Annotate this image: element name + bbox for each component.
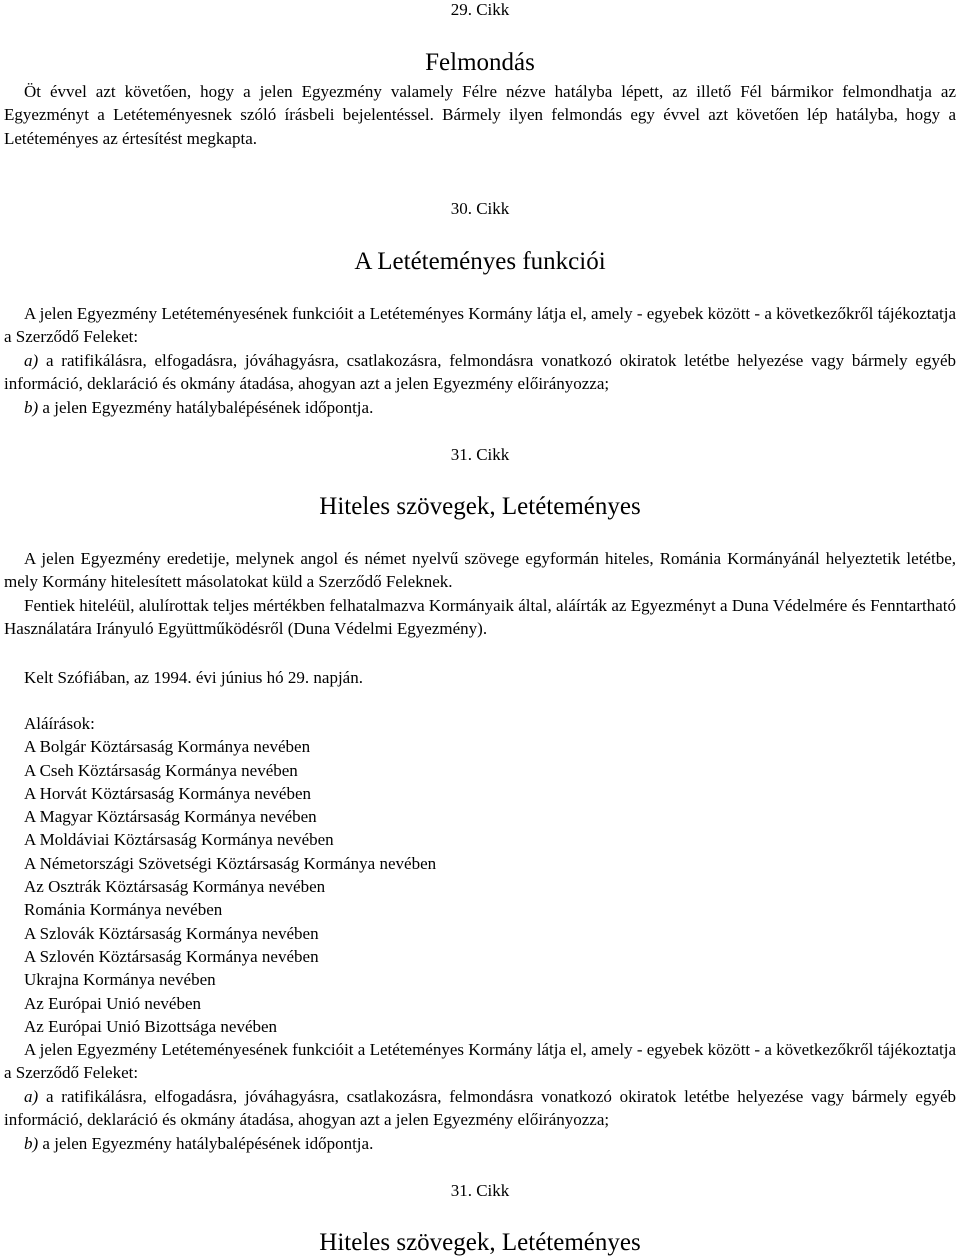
signature-line: Az Európai Unió nevében — [24, 993, 202, 1013]
signature-line: Az Európai Unió Bizottsága nevében — [24, 1016, 278, 1036]
item-a-label: a) — [24, 351, 39, 370]
repeat-article-title: Hiteles szövegek, Letéteményes — [319, 1229, 641, 1256]
signature-line: A Szlovák Köztársaság Kormánya nevében — [24, 923, 319, 943]
signature-line: Ukrajna Kormánya nevében — [24, 970, 216, 990]
article-30-intro: A jelen Egyezmény Letéteményesének funkcióit a Letéteményes Kormány látja el, amely - egyebek között - a következőkről tájékoztatja a Szerződő Feleket: — [4, 304, 956, 347]
article-31-number: 31. Cikk — [450, 445, 510, 464]
article-30-title: A Letéteményes funkciói — [354, 248, 606, 275]
item-a-text: a ratifikálásra, elfogadásra, jóváhagyásra, csatlakozásra, felmondásra vonatkozó okiratok letétbe helyezése vagy bármely egyéb információ, deklaráció és okmány átadása, ahogyan azt a jelen Egyezmény előirányozza; — [4, 351, 956, 394]
article-29-title: Felmondás — [425, 49, 535, 76]
repeat-item-b-label: b) — [24, 1134, 39, 1153]
item-b-label: b) — [24, 398, 39, 417]
signature-list — [4, 712, 956, 1038]
signature-line: Románia Kormánya nevében — [24, 900, 223, 920]
article-31-paragraph-2: Fentiek hiteléül, alulírottak teljes mértékben felhatalmazva Kormányaik által, aláírták az Egyezményt a Duna Védelmére és Fenntartható Használatára Irányuló Együttműködésről (Duna Védelmi Egyezmény). — [4, 596, 956, 639]
signature-line: Az Osztrák Köztársaság Kormánya nevében — [24, 877, 326, 897]
article-31-paragraph-1: A jelen Egyezmény eredetije, melynek angol és német nyelvű szövege egyformán hiteles, Románia Kormányánál helyeztetik letétbe, mely Kormány hitelesített másolatokat küld a Szerződő Feleknek. — [4, 549, 956, 592]
signature-line: A Németországi Szövetségi Köztársaság Kormánya nevében — [24, 853, 437, 873]
article-30-item-b — [4, 396, 956, 419]
signature-line: A Horvát Köztársaság Kormánya nevében — [24, 783, 312, 803]
repeat-intro: A jelen Egyezmény Letéteményesének funkcióit a Letéteményes Kormány látja el, amely - egyebek között - a következőkről tájékoztatja a Szerződő Feleket: — [4, 1040, 956, 1083]
repeat-item-a-text: a ratifikálásra, elfogadásra, jóváhagyásra, csatlakozásra, felmondásra vonatkozó okiratok letétbe helyezése vagy bármely egyéb információ, deklaráció és okmány átadása, ahogyan azt a jelen Egyezmény előirányozza; — [4, 1087, 956, 1130]
repeat-item-a — [4, 1085, 956, 1132]
signature-line: A Cseh Köztársaság Kormánya nevében — [24, 760, 298, 780]
repeat-item-a-label: a) — [24, 1087, 39, 1106]
signature-line: A Bolgár Köztársaság Kormánya nevében — [24, 737, 311, 757]
signatures-heading: Aláírások: — [24, 714, 95, 733]
article-30-number: 30. Cikk — [450, 199, 510, 218]
signature-line: A Moldáviai Köztársaság Kormánya nevében — [24, 830, 334, 850]
signature-line: A Szlovén Köztársaság Kormánya nevében — [24, 946, 319, 966]
repeat-item-b-text: a jelen Egyezmény hatálybalépésének időpontja. — [38, 1134, 374, 1153]
repeat-item-b — [4, 1132, 956, 1155]
article-31-title: Hiteles szövegek, Letéteményes — [319, 493, 641, 520]
article-29-number: 29. Cikk — [450, 0, 510, 19]
place-date-line: Kelt Szófiában, az 1994. évi június hó 29. napján. — [24, 668, 363, 687]
repeat-article-number: 31. Cikk — [450, 1181, 510, 1200]
article-29-text: Öt évvel azt követően, hogy a jelen Egyezmény valamely Félre nézve hatályba lépett, az illető Fél bármikor felmondhatja az Egyezményt a Letéteményesnek szóló írásbeli bejelentéssel. Bármely ilyen felmondás egy évvel azt követően lép hatályba, hogy a Letéteményes az értesítést megkapta. — [4, 82, 956, 148]
article-30-item-a — [4, 349, 956, 396]
item-b-text: a jelen Egyezmény hatálybalépésének időpontja. — [38, 398, 374, 417]
signature-line: A Magyar Köztársaság Kormánya nevében — [24, 807, 317, 827]
